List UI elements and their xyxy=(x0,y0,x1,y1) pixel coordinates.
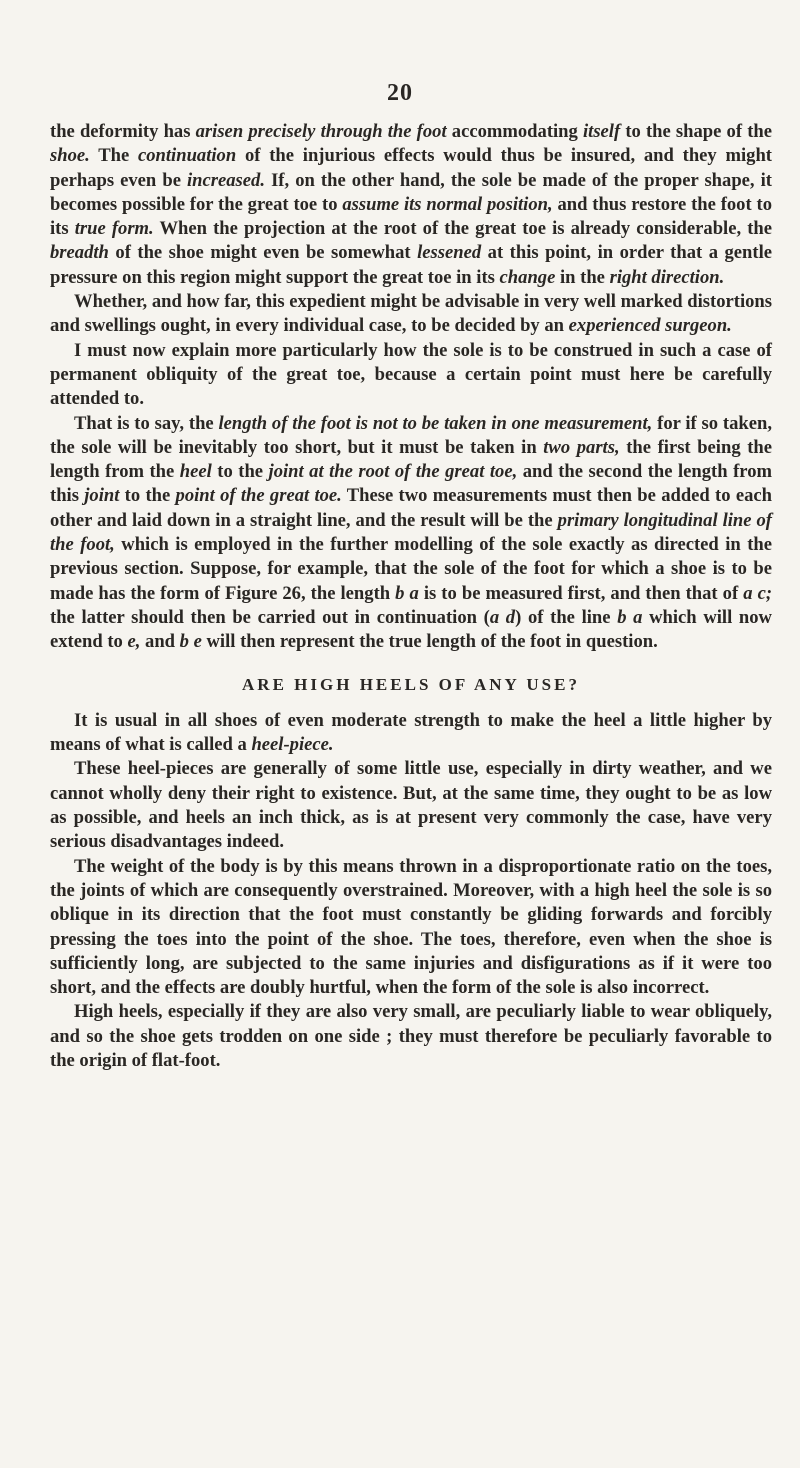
italic-text: change xyxy=(499,266,556,288)
italic-text: increased. xyxy=(187,169,265,191)
text-run: These two measurements must then be added to each other and laid down in a straight line, and the result will be the xyxy=(50,485,772,531)
paragraph xyxy=(50,709,772,758)
paragraph xyxy=(50,290,772,339)
paragraphs-before-heading xyxy=(50,120,772,655)
page-number: 20 xyxy=(387,80,413,106)
text-run: If, on the other hand, the sole be made of the proper shape, it becomes possible for the great toe to xyxy=(50,169,772,215)
italic-text: a c; xyxy=(743,582,773,604)
text-run: which is employed in the further modelling of the sole exactly as directed in the previous section. Suppose, for example, that the sole of the foot for which a shoe is to be made has the form of Figure 26, the length xyxy=(50,534,772,604)
italic-text: b e xyxy=(179,631,202,653)
italic-text: arisen precisely through the foot xyxy=(195,121,447,142)
text-run: for if so taken, the sole will be inevitably too short, but it must be taken in xyxy=(50,412,772,458)
text-run: the deformity has xyxy=(50,121,196,142)
italic-text: heel-piece. xyxy=(251,734,334,756)
text-run: The weight of the body is by this means thrown in a disproportionate ratio on the toes, the joints of which are consequently overstrained. Moreover, with a high heel the sole is so oblique in its direction that the foot must constantly be gliding forwards and forcibly pressing the toes into the point of the shoe. The toes, therefore, even when the shoe is sufficiently long, are subjected to the same injuries and disfigurations as if it were too short, and the effects are doubly hurtful, when the form of the sole is also incorrect. xyxy=(50,855,772,999)
text-run: is to be measured first, and then that of xyxy=(418,582,744,604)
text-run: in the xyxy=(555,266,610,288)
italic-text: itself xyxy=(582,121,621,142)
text-run: High heels, especially if they are also very small, are peculiarly liable to wear obliquely, and so the shoe gets trodden on one side ; they must therefore be peculiarly favorable to the origin of flat-foot. xyxy=(50,1001,772,1071)
paragraph xyxy=(50,339,772,412)
italic-text: two parts, xyxy=(543,436,620,458)
text-run: accommodating xyxy=(446,121,583,142)
paragraph xyxy=(50,1000,772,1073)
text-run: to the xyxy=(211,461,269,483)
paragraph xyxy=(50,855,772,1001)
paragraphs-after-heading xyxy=(50,709,772,1073)
paragraph xyxy=(50,412,772,655)
italic-text: experienced surgeon. xyxy=(568,315,732,337)
italic-text: lessened xyxy=(417,242,482,264)
italic-text: point of the great toe. xyxy=(175,485,342,507)
italic-text: assume its normal position, xyxy=(342,193,553,215)
italic-text: e, xyxy=(127,631,141,653)
italic-text: breadth xyxy=(50,242,109,264)
text-run: and thus restore the foot to its xyxy=(50,193,772,240)
text-run: which will now extend to xyxy=(50,606,772,653)
text-run: will then represent the true length of the foot in question. xyxy=(201,631,658,653)
text-run: and xyxy=(140,631,180,653)
italic-text: heel xyxy=(179,461,212,483)
text-run: That is to say, the xyxy=(74,412,219,434)
italic-text: length of the foot is not to be taken in one measurement, xyxy=(218,412,653,434)
italic-text: a d xyxy=(489,606,516,628)
page-body xyxy=(50,120,772,1073)
paragraph xyxy=(50,757,772,854)
text-run: Whether, and how far, this expedient might be advisable in very well marked distortions and swellings ought, in every individual case, to be decided by an xyxy=(50,291,772,337)
text-run: When the projection at the root of the great toe is already considerable, the xyxy=(153,218,773,240)
text-run: and the second the length from this xyxy=(50,461,772,507)
italic-text: right direction. xyxy=(609,266,725,288)
text-run: It is usual in all shoes of even moderate strength to make the heel a little higher by means of what is called a xyxy=(50,709,772,756)
text-run: the latter should then be carried out in continuation ( xyxy=(50,606,490,628)
text-run: I must now explain more particularly how the sole is to be construed in such a case of permanent obliquity of the great toe, because a certain point must here be carefully attended to. xyxy=(50,339,772,410)
text-run: of the injurious effects would thus be insured, and they might perhaps even be xyxy=(50,145,772,191)
text-run: These heel-pieces are generally of some little use, especially in dirty weather, and we cannot wholly deny their right to existence. But, at the same time, they ought to be as low as possible, and heels an inch thick, as is at present very commonly the case, have very serious disadvantages indeed. xyxy=(50,758,772,853)
text-run: to the xyxy=(119,485,176,507)
text-run: The xyxy=(89,145,138,167)
italic-text: shoe. xyxy=(50,145,90,167)
italic-text: primary longitudinal line of the foot, xyxy=(50,509,772,556)
text-run: at this point, in order that a gentle pressure on this region might support the great toe in its xyxy=(50,242,773,288)
paragraph xyxy=(50,120,772,290)
text-run: to the shape of the xyxy=(620,121,772,142)
italic-text: continuation xyxy=(138,145,237,167)
section-heading: ARE HIGH HEELS OF ANY USE? xyxy=(242,674,580,694)
italic-text: joint xyxy=(84,485,120,507)
italic-text: joint at the root of the great toe, xyxy=(268,461,518,483)
text-run: of the shoe might even be somewhat xyxy=(108,242,418,264)
italic-text: true form. xyxy=(74,218,154,240)
text-run: the first being the length from the xyxy=(50,436,772,483)
italic-text: b a xyxy=(395,582,419,604)
text-run: ) of the line xyxy=(515,606,618,628)
italic-text: b a xyxy=(617,606,643,628)
